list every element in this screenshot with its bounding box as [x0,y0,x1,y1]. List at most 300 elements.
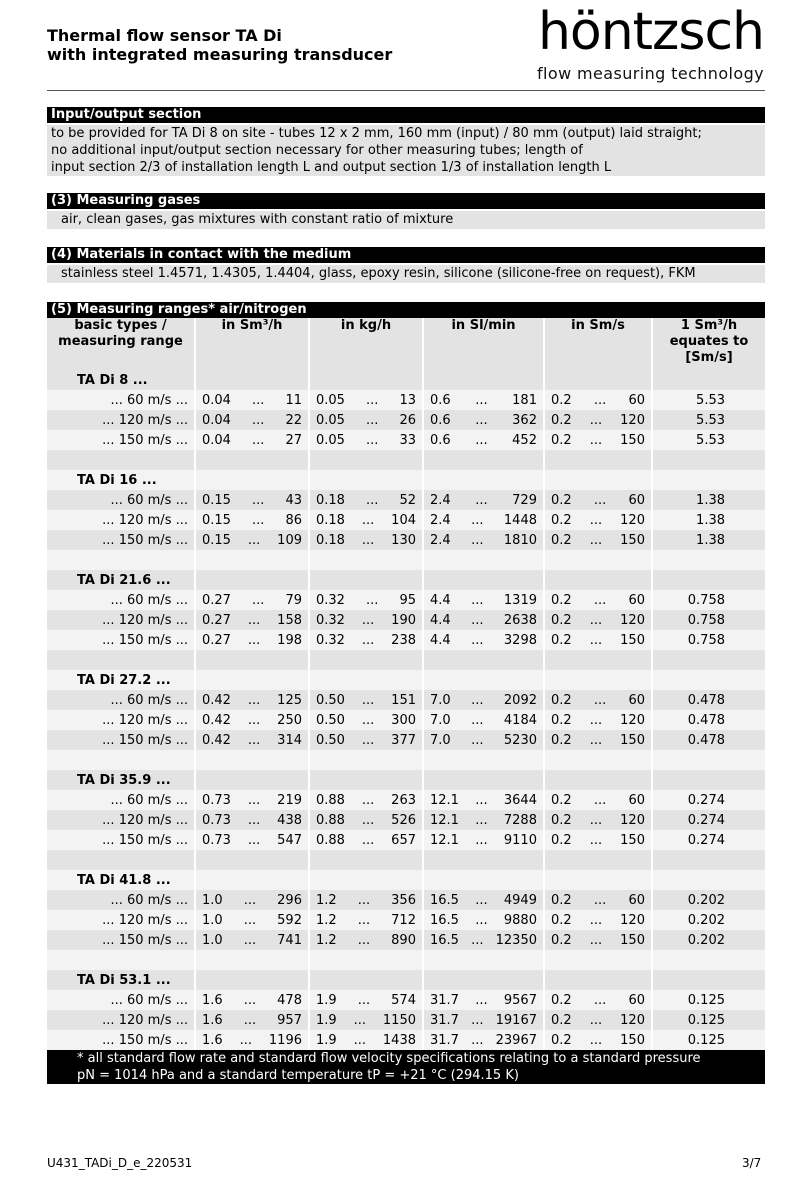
range-cell [423,810,544,830]
empty-cell [652,550,765,570]
empty-cell [195,650,309,670]
empty-cell [195,550,309,570]
range-sep: ... [589,832,603,848]
ranges-section-title: (5) Measuring ranges* air/nitrogen [47,302,765,318]
spacer-row [47,550,765,570]
range-low: 0.2 [551,932,572,948]
range-value [424,993,543,1008]
table-row [47,410,765,430]
table-row [47,590,765,610]
empty-cell [423,970,544,990]
velocity-label: ... 60 m/s ... [47,390,195,410]
range-sep: ... [593,592,607,608]
range-low: 0.2 [551,612,572,628]
range-low: 0.6 [430,392,451,408]
range-sep: ... [589,932,603,948]
equates-value: 1.38 [652,490,765,510]
empty-cell [423,850,544,870]
range-low: 0.2 [551,532,572,548]
range-cell [195,510,309,530]
range-cell [309,590,423,610]
range-sep: ... [475,812,488,828]
empty-cell [309,650,423,670]
range-sep: ... [471,932,484,948]
range-high: 120 [620,812,645,828]
materials-section-title: (4) Materials in contact with the medium [47,247,765,263]
range-value [196,733,308,748]
range-low: 0.18 [316,532,345,548]
range-low: 0.2 [551,1032,572,1048]
table-row [47,390,765,410]
range-high: 438 [277,812,302,828]
range-sep: ... [247,832,261,848]
empty-cell [652,750,765,770]
range-high: 120 [620,612,645,628]
type-row [47,870,765,890]
range-sep: ... [247,692,261,708]
range-high: 1150 [382,1012,416,1028]
range-low: 0.15 [202,492,231,508]
empty-cell [544,970,652,990]
velocity-label: ... 150 m/s ... [47,430,195,450]
range-cell [544,790,652,810]
range-high: 198 [277,632,302,648]
range-cell [195,590,309,610]
range-value [310,433,422,448]
range-low: 16.5 [430,932,459,948]
range-low: 0.50 [316,692,345,708]
range-sep: ... [593,992,607,1008]
range-low: 0.32 [316,592,345,608]
range-sep: ... [471,732,484,748]
range-sep: ... [589,432,603,448]
type-label: TA Di 8 ... [47,370,195,390]
range-cell [309,910,423,930]
range-sep: ... [247,532,261,548]
table-row [47,490,765,510]
range-value [424,1013,543,1028]
range-high: 526 [391,812,416,828]
title-line-1: Thermal flow sensor TA Di [47,26,282,45]
range-sep: ... [361,792,375,808]
empty-cell [652,870,765,890]
range-cell [423,430,544,450]
range-cell [195,910,309,930]
range-cell [195,810,309,830]
footnote-line-2: pN = 1014 hPa and a standard temperature tP = +21 °C (294.15 K) [77,1068,519,1083]
range-value [545,733,651,748]
range-cell [544,910,652,930]
range-value [196,793,308,808]
range-high: 1196 [268,1032,302,1048]
range-high: 109 [277,532,302,548]
table-row [47,610,765,630]
range-cell [544,830,652,850]
range-value [545,893,651,908]
range-cell [423,1030,544,1050]
range-value [310,1013,422,1028]
range-cell [544,430,652,450]
range-sep: ... [247,812,261,828]
empty-cell [47,550,195,570]
range-sep: ... [243,992,257,1008]
table-row [47,790,765,810]
range-high: 300 [391,712,416,728]
velocity-label: ... 150 m/s ... [47,1030,195,1050]
type-label: TA Di 41.8 ... [47,870,195,890]
range-cell [544,810,652,830]
range-value [424,693,543,708]
range-low: 0.15 [202,532,231,548]
empty-cell [544,470,652,490]
range-high: 7288 [503,812,537,828]
range-cell [544,410,652,430]
range-cell [423,610,544,630]
range-sep: ... [471,1012,484,1028]
empty-cell [544,450,652,470]
range-cell [195,730,309,750]
range-high: 957 [277,1012,302,1028]
range-low: 0.2 [551,492,572,508]
range-sep: ... [475,412,488,428]
range-high: 3298 [503,632,537,648]
equates-value: 0.125 [652,1030,765,1050]
range-cell [423,730,544,750]
equates-value: 0.202 [652,930,765,950]
range-low: 0.73 [202,832,231,848]
range-sep: ... [471,532,484,548]
range-sep: ... [475,492,488,508]
range-low: 1.6 [202,1012,223,1028]
range-value [545,713,651,728]
table-row [47,830,765,850]
range-cell [423,530,544,550]
range-high: 296 [277,892,302,908]
range-cell [195,690,309,710]
empty-cell [309,370,423,390]
empty-cell [309,450,423,470]
table-row [47,1030,765,1050]
spacer-row [47,950,765,970]
range-low: 0.2 [551,392,572,408]
range-sep: ... [357,892,371,908]
io-line-2: no additional input/output section necessary for other measuring tubes; length of [51,143,583,158]
table-row [47,530,765,550]
range-cell [309,830,423,850]
range-value [196,513,308,528]
range-low: 1.9 [316,992,337,1008]
range-value [196,993,308,1008]
range-low: 12.1 [430,812,459,828]
equates-value: 5.53 [652,430,765,450]
range-cell [544,890,652,910]
range-low: 31.7 [430,1012,459,1028]
range-value [310,833,422,848]
range-low: 0.27 [202,592,231,608]
range-cell [423,410,544,430]
range-high: 2638 [503,612,537,628]
io-line-3: input section 2/3 of installation length L and output section 1/3 of installation length L [51,160,612,175]
range-cell [309,490,423,510]
range-value [196,913,308,928]
equates-value: 0.125 [652,990,765,1010]
range-cell [309,710,423,730]
range-cell [309,430,423,450]
range-cell [309,890,423,910]
brand-wordmark: höntzsch [537,2,764,62]
empty-cell [309,550,423,570]
range-value [310,633,422,648]
range-sep: ... [471,1032,484,1048]
range-sep: ... [475,892,488,908]
empty-cell [47,450,195,470]
range-value [545,633,651,648]
range-sep: ... [361,612,375,628]
range-cell [195,530,309,550]
range-high: 4184 [503,712,537,728]
table-row [47,890,765,910]
range-high: 12350 [495,932,537,948]
range-value [196,593,308,608]
range-high: 741 [277,932,302,948]
range-high: 5230 [503,732,537,748]
range-cell [423,490,544,510]
range-high: 60 [628,992,645,1008]
range-high: 250 [277,712,302,728]
footnote [47,1050,765,1084]
range-cell [423,830,544,850]
spacer-row [47,650,765,670]
range-sep: ... [357,932,371,948]
table-row [47,690,765,710]
table-row [47,730,765,750]
range-sep: ... [361,632,375,648]
header-divider [47,90,765,91]
range-value [196,933,308,948]
range-cell [423,630,544,650]
range-value [545,693,651,708]
velocity-label: ... 120 m/s ... [47,510,195,530]
range-high: 4949 [503,892,537,908]
io-section-title: Input/output section [47,107,765,123]
range-high: 22 [285,412,302,428]
gases-text: air, clean gases, gas mixtures with constant ratio of mixture [47,211,765,229]
range-high: 150 [620,932,645,948]
range-sep: ... [589,1012,603,1028]
range-value [545,533,651,548]
velocity-label: ... 150 m/s ... [47,930,195,950]
range-high: 238 [391,632,416,648]
empty-cell [652,470,765,490]
range-value [196,533,308,548]
type-row [47,570,765,590]
range-value [310,533,422,548]
range-sep: ... [243,912,257,928]
range-value [424,793,543,808]
range-low: 0.42 [202,692,231,708]
empty-cell [195,750,309,770]
range-value [310,813,422,828]
range-sep: ... [243,892,257,908]
empty-cell [423,550,544,570]
empty-cell [423,450,544,470]
materials-text: stainless steel 1.4571, 1.4305, 1.4404, glass, epoxy resin, silicone (silicone-free on request), FKM [47,265,765,283]
empty-cell [195,570,309,590]
range-sep: ... [366,592,379,608]
empty-cell [544,770,652,790]
range-low: 2.4 [430,532,451,548]
range-sep: ... [593,492,607,508]
range-low: 31.7 [430,992,459,1008]
velocity-label: ... 120 m/s ... [47,810,195,830]
range-high: 9567 [503,992,537,1008]
range-cell [544,610,652,630]
equates-value: 5.53 [652,390,765,410]
range-value [545,833,651,848]
range-cell [195,890,309,910]
range-low: 0.2 [551,692,572,708]
range-high: 158 [277,612,302,628]
range-value [196,1033,308,1048]
empty-cell [309,870,423,890]
range-sep: ... [589,512,603,528]
empty-cell [309,670,423,690]
range-low: 4.4 [430,632,451,648]
range-cell [309,730,423,750]
range-low: 7.0 [430,692,451,708]
range-value [424,933,543,948]
range-high: 151 [391,692,416,708]
range-low: 0.04 [202,432,231,448]
range-sep: ... [475,392,488,408]
range-value [196,393,308,408]
range-value [545,613,651,628]
range-low: 1.2 [316,912,337,928]
range-high: 125 [277,692,302,708]
range-low: 1.0 [202,892,223,908]
range-high: 60 [628,492,645,508]
range-low: 0.88 [316,812,345,828]
empty-cell [195,950,309,970]
range-low: 1.6 [202,1032,223,1048]
range-cell [309,1030,423,1050]
range-high: 43 [285,492,302,508]
range-low: 12.1 [430,792,459,808]
range-low: 0.88 [316,832,345,848]
range-high: 150 [620,732,645,748]
range-low: 2.4 [430,492,451,508]
equates-value: 0.274 [652,810,765,830]
range-high: 13 [399,392,416,408]
range-high: 150 [620,632,645,648]
type-label: TA Di 53.1 ... [47,970,195,990]
range-high: 314 [277,732,302,748]
io-line-1: to be provided for TA Di 8 on site - tubes 12 x 2 mm, 160 mm (input) / 80 mm (output) laid straight; [51,126,702,141]
empty-cell [423,650,544,670]
range-cell [309,790,423,810]
range-sep: ... [243,1012,257,1028]
range-cell [544,1030,652,1050]
range-cell [423,390,544,410]
range-sep: ... [252,512,265,528]
range-sep: ... [353,1012,366,1028]
range-value [424,593,543,608]
range-cell [309,390,423,410]
empty-cell [195,670,309,690]
empty-cell [544,670,652,690]
range-low: 0.2 [551,912,572,928]
range-value [545,1033,651,1048]
range-sep: ... [247,732,261,748]
range-value [310,593,422,608]
range-sep: ... [471,712,484,728]
range-sep: ... [475,432,488,448]
range-sep: ... [353,1032,366,1048]
velocity-label: ... 120 m/s ... [47,710,195,730]
velocity-label: ... 120 m/s ... [47,610,195,630]
gases-section-title: (3) Measuring gases [47,193,765,209]
range-low: 0.32 [316,632,345,648]
range-sep: ... [252,412,265,428]
equates-value: 0.202 [652,890,765,910]
range-cell [423,930,544,950]
empty-cell [423,670,544,690]
equates-value: 5.53 [652,410,765,430]
range-low: 0.88 [316,792,345,808]
range-low: 0.27 [202,612,231,628]
range-sep: ... [589,412,603,428]
range-low: 0.42 [202,732,231,748]
table-header-row [47,318,765,370]
range-low: 4.4 [430,592,451,608]
range-high: 9110 [503,832,537,848]
type-row [47,770,765,790]
range-low: 0.6 [430,432,451,448]
empty-cell [652,970,765,990]
velocity-label: ... 150 m/s ... [47,830,195,850]
range-value [424,893,543,908]
range-cell [195,490,309,510]
range-sep: ... [589,612,603,628]
brand-logo [532,2,764,83]
range-value [310,913,422,928]
range-sep: ... [357,992,371,1008]
range-value [545,793,651,808]
velocity-label: ... 60 m/s ... [47,990,195,1010]
range-sep: ... [366,392,379,408]
range-value [424,813,543,828]
range-cell [195,610,309,630]
range-value [310,393,422,408]
range-sep: ... [589,812,603,828]
range-value [545,933,651,948]
range-low: 16.5 [430,892,459,908]
empty-cell [47,750,195,770]
table-row [47,630,765,650]
range-cell [195,710,309,730]
range-sep: ... [471,632,484,648]
empty-cell [309,950,423,970]
range-value [310,613,422,628]
range-value [424,713,543,728]
empty-cell [544,950,652,970]
equates-value: 0.274 [652,790,765,810]
range-low: 31.7 [430,1032,459,1048]
range-value [196,413,308,428]
table-row [47,710,765,730]
range-value [424,533,543,548]
velocity-label: ... 60 m/s ... [47,590,195,610]
